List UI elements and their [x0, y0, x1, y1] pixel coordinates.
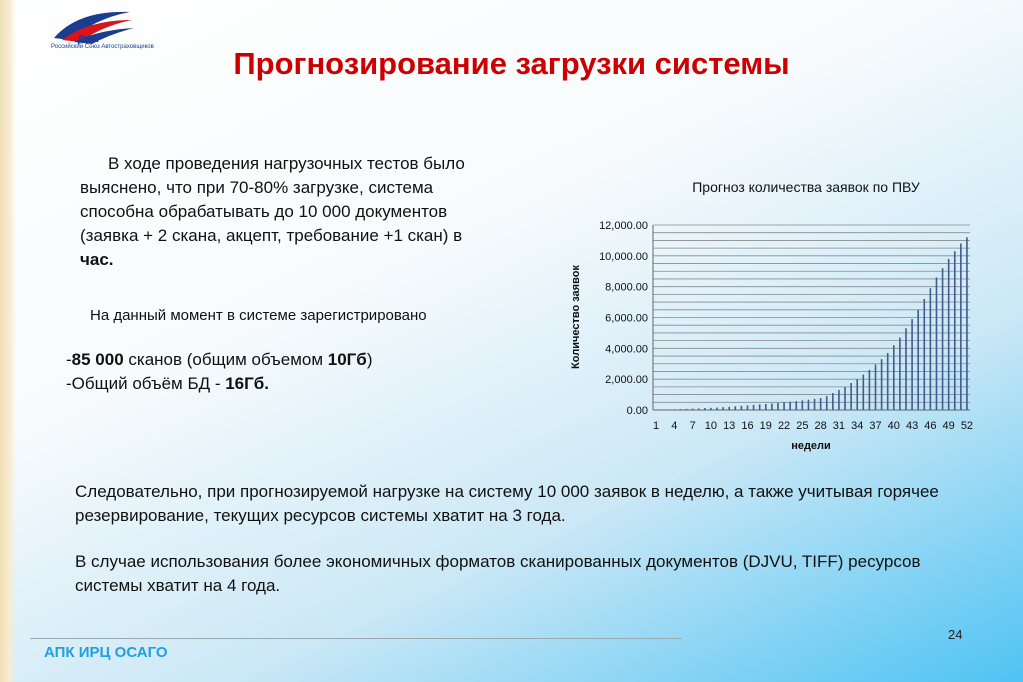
intro-paragraph	[80, 152, 500, 272]
bar-week-47	[936, 277, 938, 410]
stats1-prefix: -	[66, 350, 72, 369]
bar-week-51	[960, 244, 962, 411]
bar-week-39	[887, 353, 889, 410]
bar-week-40	[893, 345, 895, 410]
stats-block	[66, 348, 372, 396]
chart-grid	[653, 225, 970, 410]
page-number: 24	[948, 627, 963, 642]
bar-week-3	[667, 410, 669, 411]
bar-week-38	[881, 359, 883, 410]
intro-text: В ходе проведения нагрузочных тестов было выяснено, что при 70-80% загрузке, система способна обрабатывать до 10 000 документов (заявка + 2 скана, акцепт, требование +1 скан) в	[80, 154, 465, 245]
x-tick-label: 49	[942, 420, 955, 432]
bar-week-13	[728, 407, 730, 410]
bar-week-23	[789, 402, 791, 410]
x-tick-label: 34	[851, 420, 864, 432]
svg-text:рса: рса	[78, 31, 99, 45]
bar-week-29	[826, 396, 828, 410]
bar-week-41	[899, 338, 901, 410]
x-tick-label: 46	[924, 420, 937, 432]
scans-volume: 10Гб	[327, 350, 367, 369]
bar-week-22	[783, 402, 785, 410]
bar-week-44	[917, 310, 919, 410]
conclusion-paragraph-2: В случае использования более экономичных форматов сканированных документов (DJVU, TIFF) ресурсов системы хватит на 4 года.	[75, 552, 921, 595]
bar-week-30	[832, 393, 834, 410]
bar-week-2	[661, 410, 663, 411]
x-tick-label: 4	[671, 420, 678, 432]
bar-week-52	[966, 237, 968, 410]
bar-week-25	[802, 400, 804, 410]
conclusion-paragraph-1: Следовательно, при прогнозируемой нагрузке на систему 10 000 заявок в неделю, а также учитывая горячее резервирование, текущих ресурсов системы хватит на 3 года.	[75, 482, 939, 525]
bar-week-8	[698, 408, 700, 410]
footer-divider	[30, 638, 682, 639]
x-tick-label: 19	[759, 420, 772, 432]
page-title: Прогнозирование загрузки системы	[233, 46, 790, 81]
bar-week-49	[948, 259, 950, 410]
bar-week-45	[923, 299, 925, 410]
registered-heading: На данный момент в системе зарегистрировано	[90, 307, 427, 324]
bar-week-15	[741, 406, 743, 410]
x-tick-label: 22	[777, 420, 791, 432]
y-tick-label: 0.00	[626, 405, 648, 417]
y-tick-label: 2,000.00	[605, 374, 648, 387]
bar-week-27	[814, 399, 816, 410]
bar-week-28	[820, 398, 822, 410]
bar-week-4	[674, 409, 676, 410]
stats-line-db	[66, 372, 372, 396]
bar-week-17	[753, 405, 755, 410]
bar-week-10	[710, 408, 712, 410]
chart-title: Прогноз количества заявок по ПВУ	[692, 179, 920, 195]
bar-week-18	[759, 404, 761, 410]
x-tick-label: 16	[741, 420, 754, 432]
y-tick-label: 8,000.00	[605, 281, 648, 294]
bar-week-21	[777, 403, 779, 410]
bar-week-35	[863, 375, 865, 410]
x-axis-ticks	[653, 420, 973, 432]
x-tick-label: 52	[960, 420, 974, 432]
stats1-mid: сканов (общим объемом	[123, 350, 328, 369]
bar-week-46	[930, 288, 932, 410]
x-tick-label: 10	[704, 420, 718, 432]
bar-week-11	[716, 408, 718, 410]
footer-org: АПК ИРЦ ОСАГО	[44, 644, 168, 661]
stats2-text: -Общий объём БД -	[66, 374, 226, 393]
x-tick-label: 31	[832, 420, 846, 432]
bar-week-34	[856, 379, 858, 410]
bar-week-9	[704, 408, 706, 410]
y-tick-label: 6,000.00	[605, 312, 648, 325]
x-tick-label: 1	[652, 420, 660, 432]
bar-week-26	[808, 400, 810, 410]
bar-week-16	[747, 405, 749, 410]
bar-week-5	[680, 409, 682, 410]
bar-week-48	[942, 268, 944, 410]
bar-week-7	[692, 409, 694, 410]
y-axis-label: Количество заявок	[570, 265, 582, 369]
y-axis-ticks	[599, 220, 648, 417]
x-axis-label: недели	[791, 440, 831, 452]
x-tick-label: 37	[869, 420, 882, 432]
bar-week-20	[771, 404, 773, 410]
conclusion-block	[75, 480, 955, 620]
intro-bold-word: час.	[80, 250, 114, 269]
bar-week-12	[722, 407, 724, 410]
bar-week-32	[844, 387, 846, 410]
x-tick-label: 7	[689, 420, 696, 432]
bar-week-37	[875, 365, 877, 410]
x-tick-label: 28	[814, 420, 827, 432]
bar-week-24	[795, 401, 797, 410]
y-tick-label: 10,000.00	[599, 250, 648, 263]
stats1-end: )	[366, 350, 373, 369]
bar-week-19	[765, 404, 767, 410]
bar-week-43	[911, 319, 913, 410]
scans-count: 85 000	[71, 350, 124, 369]
x-tick-label: 40	[887, 420, 900, 432]
bar-week-14	[734, 406, 736, 410]
stats-line-scans	[66, 348, 372, 372]
x-tick-label: 13	[723, 420, 736, 432]
bar-week-31	[838, 390, 840, 410]
left-decor-strip	[0, 0, 16, 682]
bar-week-1	[655, 410, 657, 411]
db-size: 16Гб.	[225, 374, 269, 393]
forecast-chart	[560, 170, 980, 460]
y-tick-label: 4,000.00	[605, 343, 648, 356]
x-tick-label: 25	[796, 420, 809, 432]
bar-week-6	[686, 409, 688, 410]
bar-week-36	[869, 370, 871, 410]
y-tick-label: 12,000.00	[599, 220, 648, 232]
x-tick-label: 43	[905, 420, 919, 432]
bar-week-33	[850, 383, 852, 410]
logo-caption: Российский Союз Автостраховщиков	[51, 44, 154, 50]
bar-week-50	[954, 251, 956, 410]
bar-week-42	[905, 328, 907, 410]
